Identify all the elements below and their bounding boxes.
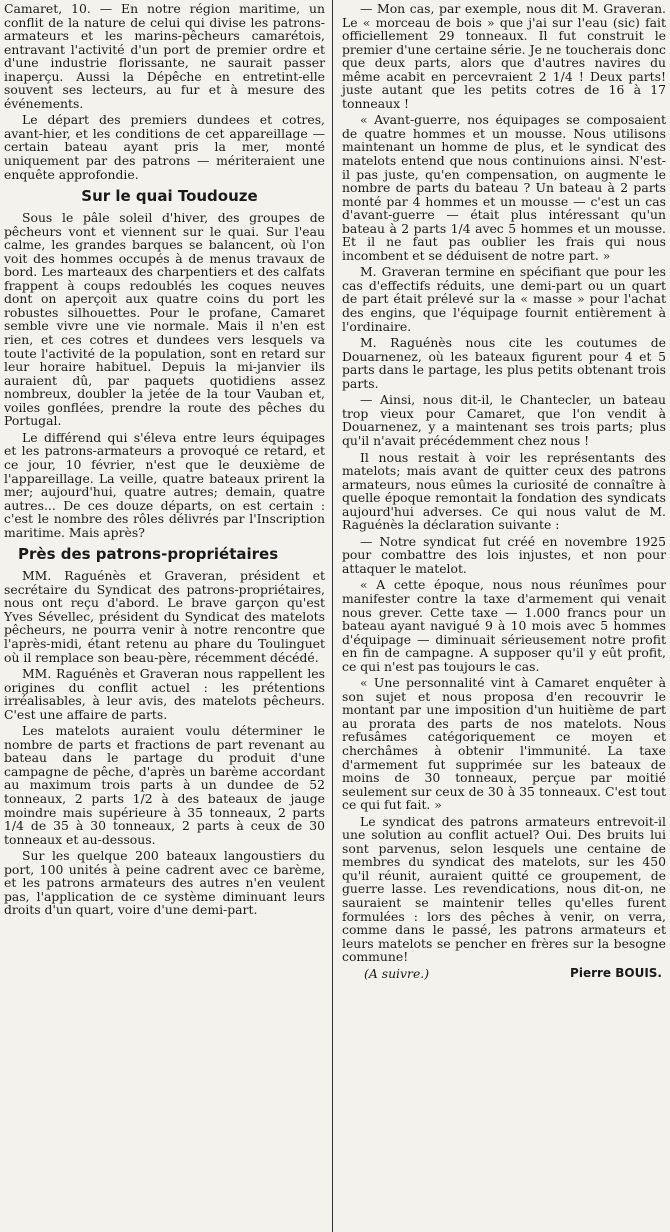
left-column [4,2,325,1230]
signature-line [342,967,666,983]
paragraph: M. Raguénès nous cite les coutumes de Douarnenez, où les bateaux figurent pour 4 et 5 parts dans le partage, les plus petits obtenant trois parts. [342,335,666,391]
paragraph: — Notre syndicat fut créé en novembre 1925 pour combattre des lois injustes, et non pour attaquer le matelot. [342,533,666,576]
column-divider [332,0,333,1232]
section-heading: Sur le quai Toudouze [81,187,258,206]
paragraph: MM. Raguénès et Graveran nous rappellent les origines du conflit actuel : les prétentions irréalisables, à leur avis, des matelots pêcheurs. C'est une affaire de parts. [4,666,325,722]
continued-note: (A suivre.) [364,965,430,981]
paragraph: Le différend qui s'éleva entre leurs équipages et les patrons-armateurs a provoqué ce retard, et ce jour, 10 février, n'est que le deuxième de l'appareillage. La veille, quatre bateaux prirent la mer; aujourd'hui, quatre autres; demain, quatre autres... De ces douze départs, on est certain : c'est le nombre des rôles délivrés par l'Inscription maritime. Mais après? [4,429,325,540]
paragraph: Camaret, 10. — En notre région maritime, un conflit de la nature de celui qui divise les patrons-armateurs et les marins-pêcheurs camarétois, entravant l'activité d'un port de premier ordre et d'une industrie florissante, ne saurait passer inaperçu. Aussi la Dépêche en entretint-elle souvent ses lecteurs, au fur et à mesure des événements. [4,1,325,111]
author-name: Pierre BOUIS. [570,965,662,980]
paragraph: Le syndicat des patrons armateurs entrevoit-il une solution au conflit actuel? Oui. Des bruits lui sont parvenus, selon lesquels une centaine de membres du syndicat des matelots, sur les 450 qu'il réunit, auraient quitté ce groupement, de guerre lasse. Les revendications, nous dit-on, ne sauraient se maintenir telles qu'elles furent formulées : lors des pêches à venir, on verra, comme dans le passé, les patrons armateurs et leurs matelots se pencher en frères sur la besogne commune! [342,813,666,965]
paragraph: « Une personnalité vint à Camaret enquêter à son sujet et nous proposa d'en recouvrir le montant par une imposition d'un huitième de part au prorata des parts de nos matelots. Nous refusâmes catégoriquement ce moyen et cherchâmes à obtenir l'immunité. La taxe d'armement fut supprimée sur les bateaux de moins de 30 tonneaux, perçue par moitié seulement sur ceux de 30 à 35 tonneaux. C'est tout ce qui fut fait. » [342,675,666,813]
paragraph: Le départ des premiers dundees et cotres, avant-hier, et les conditions de cet appareillage — certain bateau ayant pris la mer, monté uniquement par des patrons — mériteraient une enquête approfondie. [4,112,325,182]
section-heading: Près des patrons-propriétaires [18,545,279,564]
paragraph: « A cette époque, nous nous réunîmes pour manifester contre la taxe d'armement qui venait nous grever. Cette taxe — 1.000 francs pour un bateau ayant navigué 9 à 10 mois avec 5 hommes d'équipage — diminuait sérieusement notre profit en fin de campagne. A supposer qu'il y eût profit, ce qui n'est pas toujours le cas. [342,577,666,674]
paragraph: Il nous restait à voir les représentants des matelots; mais avant de quitter ceux des patrons armateurs, nous eûmes la curiosité de connaître à quelle époque remontait la fondation des syndicats aujourd'hui adverses. Ce qui nous valut de M. Raguénès la déclaration suivante : [342,449,666,533]
paragraph: — Ainsi, nous dit-il, le Chantecler, un bateau trop vieux pour Camaret, que l'on vendit à Douarnenez, y a maintenant ses trois parts; plus qu'il n'avait précédemment chez nous ! [342,392,666,448]
paragraph: M. Graveran termine en spécifiant que pour les cas d'effectifs réduits, une demi-part ou un quart de part était prélevé sur la « masse » pour l'achat des engins, que l'équipage fournit entièrement à l'ordinaire. [342,264,666,334]
paragraph: MM. Raguénès et Graveran, président et secrétaire du Syndicat des patrons-propriétaires, nous ont reçu d'abord. Le brave garçon qu'est Yves Sévellec, président du Syndicat des matelots pêcheurs, ne pourra venir à notre rencontre que l'après-midi, étant retenu au phare du Toulinguet où il remplace son beau-père, récemment décédé. [4,568,325,665]
paragraph: Sur les quelque 200 bateaux langoustiers du port, 100 unités à peine cadrent avec ce barème, et les patrons armateurs des autres n'en veulent pas, l'application de ce système diminuant leurs droits d'un quart, voire d'une demi-part. [4,848,325,918]
paragraph: — Mon cas, par exemple, nous dit M. Graveran. Le « morceau de bois » que j'ai sur l'eau (sic) fait officiellement 29 tonneaux. Il fut construit le premier d'une certaine série. Je ne toucherais donc que deux parts, alors que d'autres navires du même acabit en percevraient 2 1/4 ! Deux parts! juste autant que les petits cotres de 16 à 17 tonneaux ! [342,1,666,111]
right-column [342,2,666,1230]
paragraph: « Avant-guerre, nos équipages se composaient de quatre hommes et un mousse. Nous utilisons maintenant un homme de plus, et le syndicat des matelots entend que nous continuions ainsi. N'est-il pas juste, qu'en compensation, on augmente le nombre de parts du bateau ? Un bateau à 2 parts monté par 4 hommes et un mousse — c'est un cas d'avant-guerre — était plus intéressant qu'un bateau à 2 parts 1/4 avec 5 hommes et un mousse. Et il ne faut pas oublier les frais qui nous incombent et se déduisent de notre part. » [342,112,666,263]
paragraph: Les matelots auraient voulu déterminer le nombre de parts et fractions de part revenant au bateau dans le partage du produit d'une campagne de pêche, d'après un barème accordant au maximum trois parts à un dundee de 52 tonneaux, 2 parts 1/2 à des bateaux de jauge moindre mais supérieure à 35 tonneaux, 2 parts 1/4 de 35 à 30 tonneaux, 2 parts à ceux de 30 tonneaux et au-dessous. [4,723,325,847]
paragraph: Sous le pâle soleil d'hiver, des groupes de pêcheurs vont et viennent sur le quai. Sur l'eau calme, les grandes barques se balancent, où l'on voit des hommes occupés à de menus travaux de bord. Les marteaux des charpentiers et des calfats frappent à coups redoublés les coques neuves dont on aperçoit aux quatre coins du port les robustes silhouettes. Pour le profane, Camaret semble vivre une vie normale. Mais il n'en est rien, et ces cotres et dundees vers lesquels va toute l'activité de la population, sont en retard sur leur horaire habituel. Depuis la mi-janvier ils auraient dû, par paquets quotidiens assez nombreux, doubler la jetée de la tour Vauban et, voiles gonflées, prendre la route des pêches du Portugal. [4,210,325,429]
